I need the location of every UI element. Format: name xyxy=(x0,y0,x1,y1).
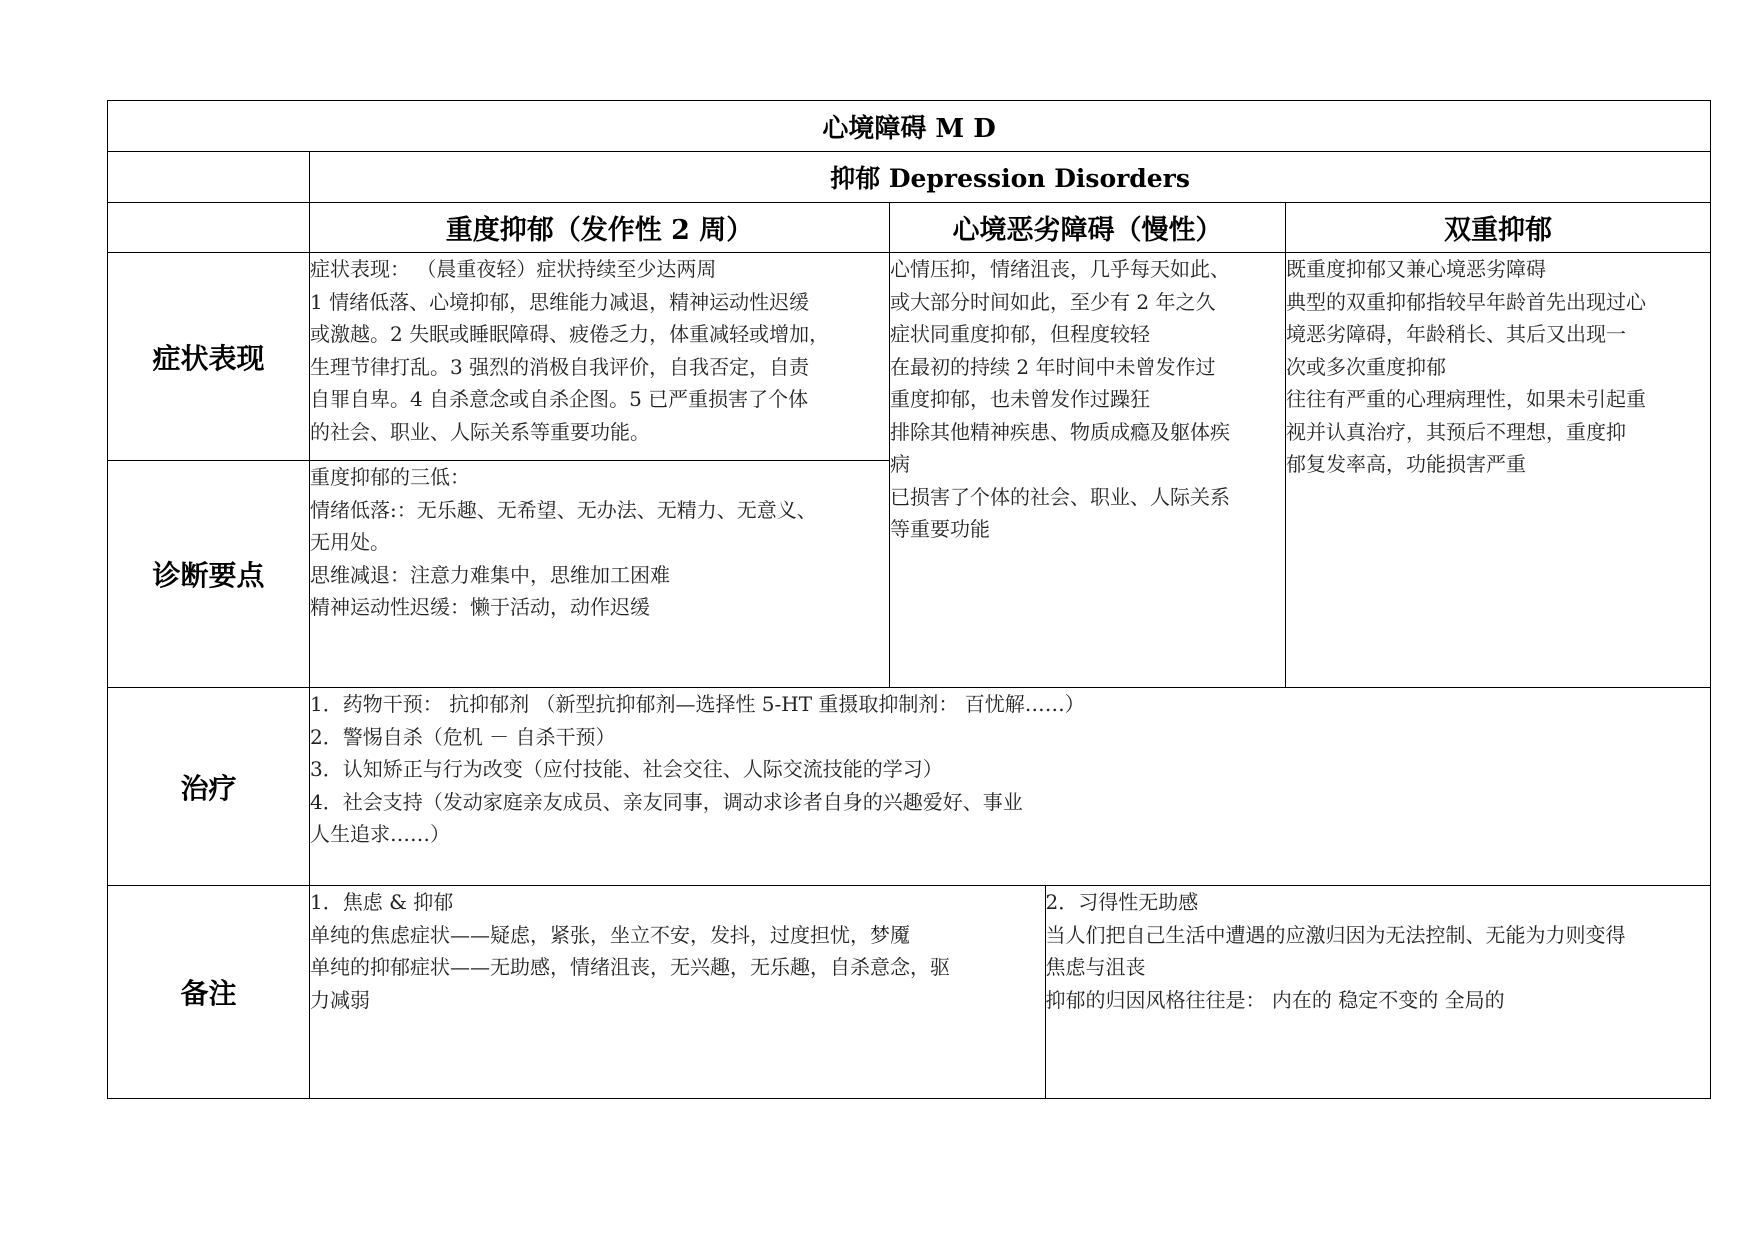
text-line: 重度抑郁，也未曾发作过躁狂 xyxy=(890,387,1150,411)
table-subtitle: 抑郁 Depression Disorders xyxy=(310,152,1711,203)
double-depression-cell xyxy=(1286,253,1711,688)
text-line: 已损害了个体的社会、职业、人际关系 xyxy=(890,484,1230,509)
text-line: 4．社会支持（发动家庭亲友成员、亲友同事，调动求诊者自身的兴趣爱好、事业 xyxy=(310,789,1023,814)
text-line: 症状表现： （晨重夜轻）症状持续至少达两周 xyxy=(310,257,717,281)
text-line: 症状同重度抑郁，但程度较轻 xyxy=(890,322,1150,346)
notes-row xyxy=(108,886,1711,1099)
text-line: 情绪低落:：无乐趣、无希望、无办法、无精力、无意义、 xyxy=(310,497,817,522)
text-line: 1．药物干预： 抗抑郁剂 （新型抗抑郁剂—选择性 5-HT 重摄取抑制剂： 百忧解……） xyxy=(310,692,1085,716)
text-line: 典型的双重抑郁指较早年龄首先出现过心 xyxy=(1286,289,1646,314)
notes-split xyxy=(310,886,1711,1098)
text-line: 抑郁的归因风格往往是： 内在的 稳定不变的 全局的 xyxy=(1045,987,1505,1012)
notes-learned-helplessness-cell xyxy=(1045,886,1711,1098)
text-line: 无用处。 xyxy=(310,530,390,554)
text-line: 生理节律打乱。3 强烈的消极自我评价，自我否定，自责 xyxy=(310,354,810,379)
text-line: 往往有严重的心理病理性，如果未引起重 xyxy=(1286,387,1646,411)
text-line: 在最初的持续 2 年时间中未曾发作过 xyxy=(890,354,1216,379)
major-diagnosis-cell xyxy=(310,461,890,688)
md-summary-table xyxy=(107,100,1711,1099)
notes-cell xyxy=(310,886,1711,1099)
text-line: 心情压抑，情绪沮丧，几乎每天如此、 xyxy=(890,257,1230,281)
text-line: 人生追求……） xyxy=(310,822,450,846)
text-line: 单纯的焦虑症状——疑虑，紧张，坐立不安，发抖，过度担忧，梦魇 xyxy=(310,922,910,947)
row-label-symptoms: 症状表现 xyxy=(108,253,310,461)
text-line: 3．认知矫正与行为改变（应付技能、社会交往、人际交流技能的学习） xyxy=(310,757,943,781)
text-line: 的社会、职业、人际关系等重要功能。 xyxy=(310,419,650,444)
text-line: 重度抑郁的三低： xyxy=(310,465,470,489)
text-line: 1 情绪低落、心境抑郁，思维能力减退，精神运动性迟缓 xyxy=(310,289,810,314)
subtitle-empty-cell xyxy=(108,152,310,203)
column-header-dysthymia: 心境恶劣障碍（慢性） xyxy=(890,203,1286,253)
text-line: 自罪自卑。4 自杀意念或自杀企图。5 已严重损害了个体 xyxy=(310,387,809,411)
header-empty-cell xyxy=(108,203,310,253)
text-line: 单纯的抑郁症状——无助感，情绪沮丧，无兴趣，无乐趣，自杀意念，驱 xyxy=(310,955,950,979)
title-row xyxy=(108,101,1711,152)
table-title: 心境障碍 M D xyxy=(108,101,1711,152)
text-line: 1．焦虑 & 抑郁 xyxy=(310,890,454,914)
text-line: 或激越。2 失眠或睡眠障碍、疲倦乏力，体重减轻或增加， xyxy=(310,322,830,346)
column-header-row xyxy=(108,203,1711,253)
text-line: 思维减退：注意力难集中，思维加工困难 xyxy=(310,562,670,587)
text-line: 既重度抑郁又兼心境恶劣障碍 xyxy=(1286,257,1546,281)
text-line: 境恶劣障碍，年龄稍长、其后又出现一 xyxy=(1286,322,1626,346)
text-line: 郁复发率高，功能损害严重 xyxy=(1286,452,1526,476)
text-line: 焦虑与沮丧 xyxy=(1045,955,1146,979)
text-line: 等重要功能 xyxy=(890,517,990,541)
text-line: 力减弱 xyxy=(310,987,370,1012)
symptoms-row xyxy=(108,253,1711,461)
subtitle-row xyxy=(108,152,1711,203)
row-label-diagnosis: 诊断要点 xyxy=(108,461,310,688)
notes-anxiety-depression-cell xyxy=(310,886,1045,1098)
column-header-major-depression: 重度抑郁（发作性 2 周） xyxy=(310,203,890,253)
text-line: 2．警惕自杀（危机 － 自杀干预） xyxy=(310,724,616,749)
text-line: 精神运动性迟缓：懒于活动，动作迟缓 xyxy=(310,595,650,619)
text-line: 2．习得性无助感 xyxy=(1045,890,1199,914)
major-symptoms-cell xyxy=(310,253,890,461)
text-line: 病 xyxy=(890,452,910,476)
text-line: 排除其他精神疾患、物质成瘾及躯体疾 xyxy=(890,419,1230,444)
text-line: 次或多次重度抑郁 xyxy=(1286,354,1446,379)
treatment-cell xyxy=(310,688,1711,886)
text-line: 视并认真治疗，其预后不理想，重度抑 xyxy=(1286,419,1626,444)
text-line: 或大部分时间如此，至少有 2 年之久 xyxy=(890,289,1216,314)
row-label-notes: 备注 xyxy=(108,886,310,1099)
column-header-double-depression: 双重抑郁 xyxy=(1286,203,1711,253)
dysthymia-cell xyxy=(890,253,1286,688)
text-line: 当人们把自己生活中遭遇的应激归因为无法控制、无能为力则变得 xyxy=(1045,922,1626,947)
row-label-treatment: 治疗 xyxy=(108,688,310,886)
treatment-row xyxy=(108,688,1711,886)
